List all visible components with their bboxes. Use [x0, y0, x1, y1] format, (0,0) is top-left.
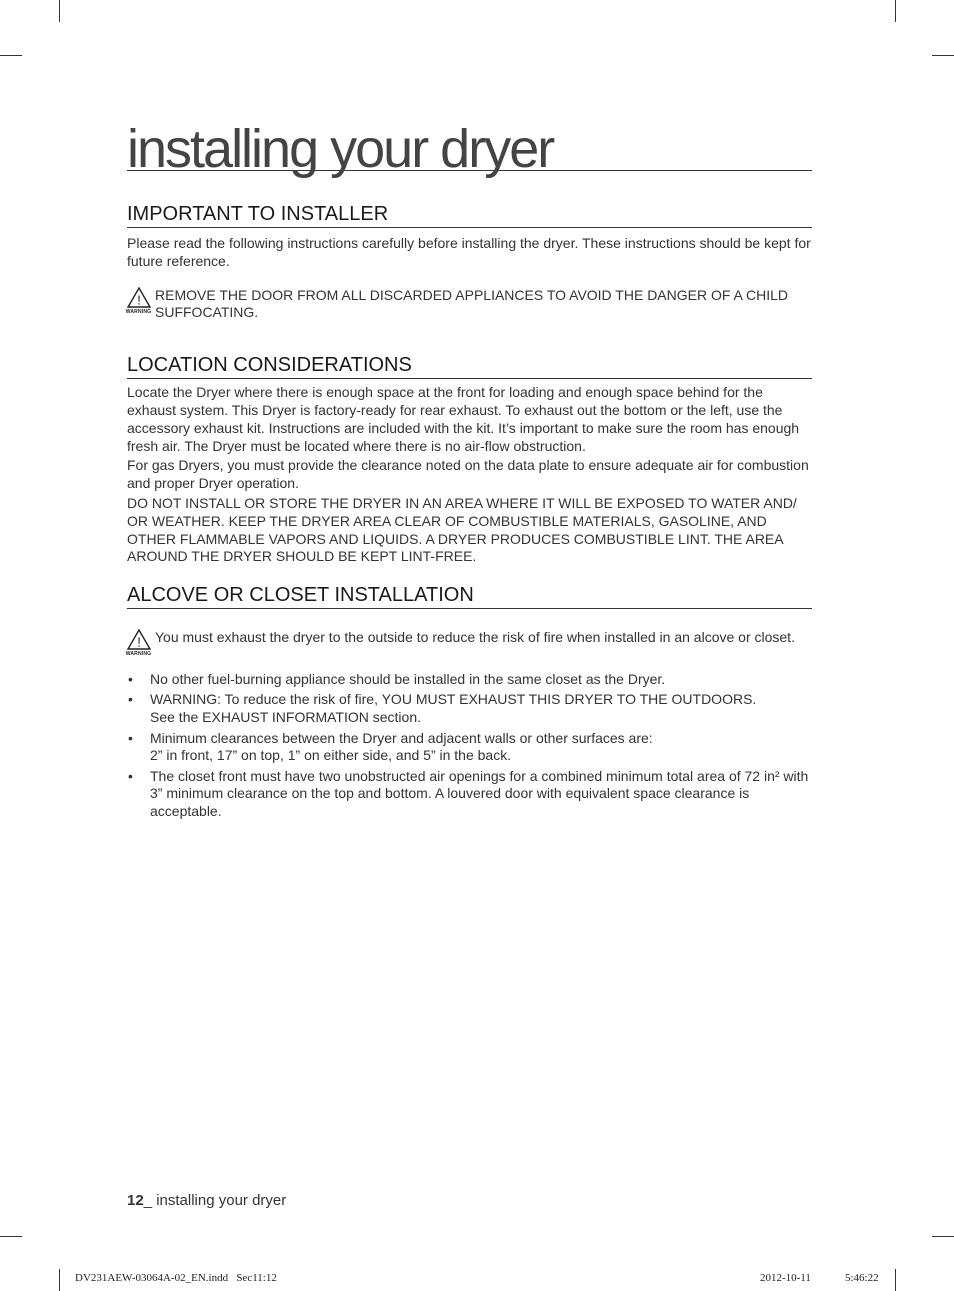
footer-label: installing your dryer	[156, 1192, 287, 1209]
section-alcove	[127, 584, 812, 821]
page-content	[125, 119, 812, 824]
warning-text: You must exhaust the dryer to the outside to reduce the risk of fire when installed in an alcove or closet.	[155, 629, 795, 646]
slug-date: 2012-10-11	[760, 1272, 811, 1284]
list-item	[127, 691, 812, 727]
crop-mark	[59, 1269, 60, 1291]
bullet-list	[127, 671, 812, 821]
crop-mark	[0, 55, 22, 56]
paragraph: DO NOT INSTALL OR STORE THE DRYER IN AN AREA WHERE IT WILL BE EXPOSED TO WATER AND/ OR WEATHER. KEEP THE DRYER AREA CLEAR OF COMBUSTIBLE MATERIALS, GASOLINE, AND OTHER FLAMMABLE VAPORS AND LIQUIDS. A DRYER PRODUCES COMBUSTIBLE LINT. THE AREA AROUND THE DRYER SHOULD BE KEPT LINT-FREE.	[127, 494, 797, 565]
list-item	[127, 671, 812, 689]
svg-text:!: !	[136, 292, 141, 308]
paragraph: Locate the Dryer where there is enough space at the front for loading and enough space behind for the exhaust system. This Dryer is factory-ready for rear exhaust. To exhaust out the bottom or the left, use the accessory exhaust kit. Instructions are included with the kit. It’s important to make sure the room has enough fresh air. The Dryer must be located where there is no air-flow obstruction.	[127, 384, 800, 454]
section-heading: ALCOVE OR CLOSET INSTALLATION	[127, 584, 812, 609]
slug-file: DV231AEW-03064A-02_EN.indd Sec11:12	[75, 1272, 277, 1284]
warning-text: REMOVE THE DOOR FROM ALL DISCARDED APPLIANCES TO AVOID THE DANGER OF A CHILD SUFFOCATING.	[155, 286, 789, 321]
section-heading: IMPORTANT TO INSTALLER	[127, 203, 812, 228]
list-item-text: See the EXHAUST INFORMATION section.	[150, 709, 422, 726]
footer-separator: _	[143, 1192, 157, 1209]
list-item-text: No other fuel-burning appliance should be installed in the same closet as the Dryer.	[150, 671, 666, 688]
crop-mark	[59, 0, 60, 22]
list-item-text: 2” in front, 17” on top, 1” on either side, and 5” in the back.	[150, 747, 512, 764]
svg-text:!: !	[136, 634, 141, 650]
crop-mark	[932, 1236, 954, 1237]
list-item-text: The closet front must have two unobstructed air openings for a combined minimum total area of 72 in² with 3” minimum clearance on the top and bottom. A louvered door with equivalent space clearance is acceptable.	[150, 767, 809, 820]
section-location	[127, 354, 812, 566]
section-heading: LOCATION CONSIDERATIONS	[127, 354, 812, 379]
warning-note	[127, 287, 812, 323]
slug-time: 5:46:22	[845, 1272, 879, 1284]
crop-mark	[895, 1269, 896, 1291]
warning-label: WARNING	[125, 308, 152, 315]
list-item	[127, 768, 812, 821]
list-item-text: WARNING: To reduce the risk of fire, YOU MUST EXHAUST THIS DRYER TO THE OUTDOORS.	[150, 691, 757, 708]
list-item	[127, 730, 812, 766]
section-important	[127, 203, 812, 322]
paragraph: For gas Dryers, you must provide the clearance noted on the data plate to ensure adequate air for combustion and proper Dryer operation.	[127, 457, 809, 492]
warning-note	[127, 629, 812, 657]
intro-text: Please read the following instructions carefully before installing the dryer. These instructions should be kept for future reference.	[127, 235, 811, 269]
warning-icon	[122, 287, 155, 315]
crop-mark	[0, 1236, 22, 1237]
page-number: 12	[127, 1192, 144, 1209]
warning-icon	[122, 629, 155, 657]
page-title: installing your dryer	[127, 124, 812, 171]
crop-mark	[932, 55, 954, 56]
warning-label: WARNING	[125, 651, 152, 658]
page-footer	[127, 1192, 286, 1209]
crop-mark	[895, 0, 896, 22]
list-item-text: Minimum clearances between the Dryer and adjacent walls or other surfaces are:	[150, 729, 653, 746]
